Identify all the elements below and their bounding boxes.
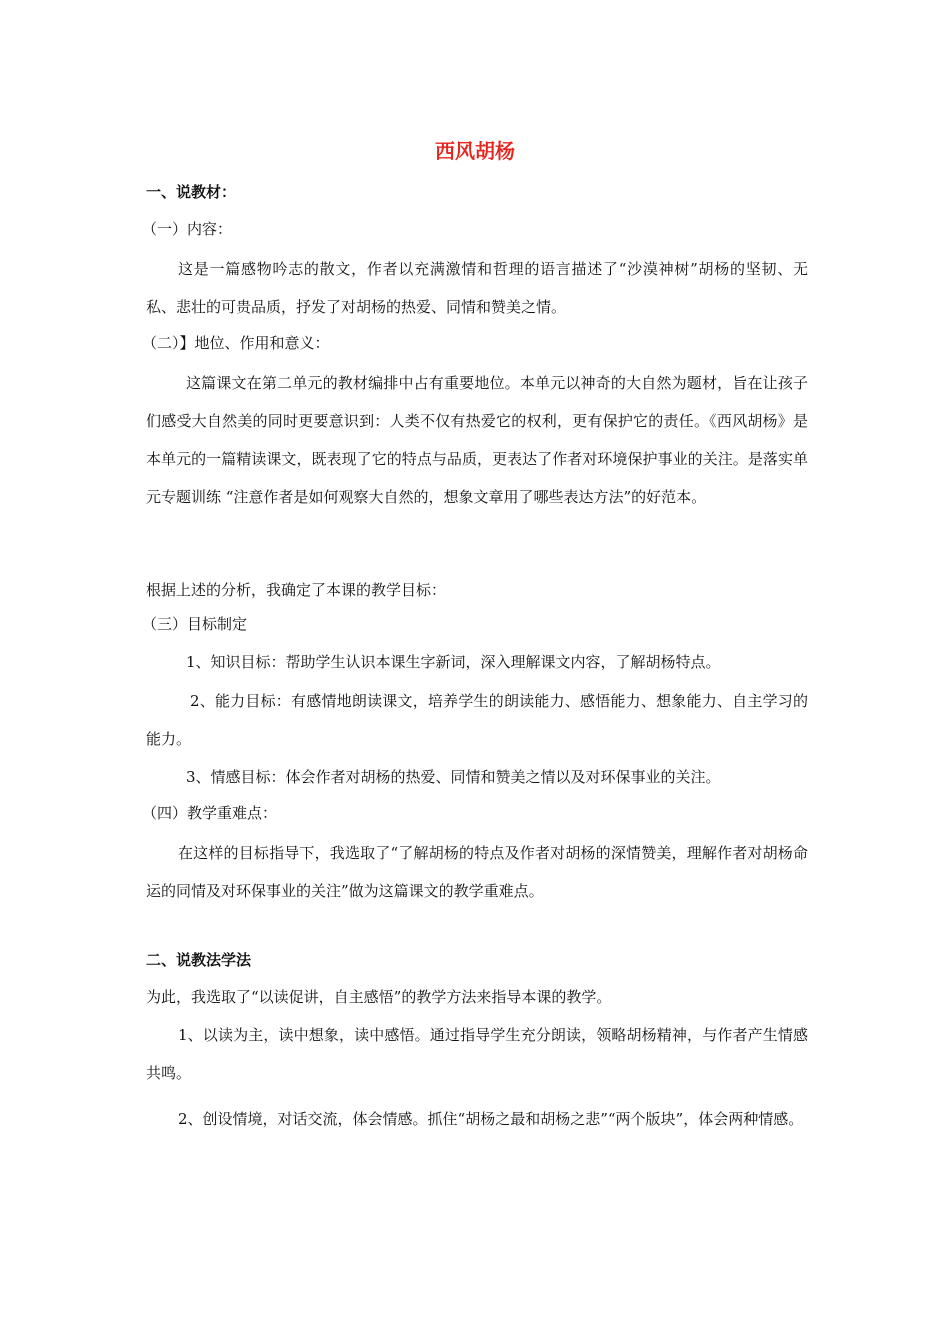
document-title: 西风胡杨 (435, 139, 515, 163)
subheading-position: （二）】地位、作用和意义： (142, 334, 330, 352)
paragraph-key-points: 在这样的目标指导下，我选取了“了解胡杨的特点及作者对胡杨的深情赞美，理解作者对胡杨命运的同情及对环保事业的关注”做为这篇课文的教学重难点。 (146, 844, 808, 900)
paragraph-content: 这是一篇感物吟志的散文，作者以充满激情和哲理的语言描述了“沙漠神树”胡杨的坚韧、无私、悲壮的可贵品质，抒发了对胡杨的热爱、同情和赞美之情。 (146, 260, 808, 316)
paragraph-position: 这篇课文在第二单元的教材编排中占有重要地位。本单元以神奇的大自然为题材，旨在让孩子们感受大自然美的同时更要意识到：人类不仅有热爱它的权利，更有保护它的责任。《西风胡杨》是本单元的一篇精读课文，既表现了它的特点与品质，更表达了作者对环境保护事业的关注。是落实单元专题训练 “注意作者是如何观察大自然的，想象文章用了哪些表达方法”的好范本。 (146, 374, 808, 506)
subheading-content: （一）内容： (142, 220, 233, 238)
subheading-goals: （三）目标制定 (142, 615, 248, 633)
goal-knowledge: 1、知识目标：帮助学生认识本课生字新词，深入理解课文内容，了解胡杨特点。 (186, 653, 721, 671)
goal-emotion: 3、情感目标：体会作者对胡杨的热爱、同情和赞美之情以及对环保事业的关注。 (186, 768, 721, 786)
method-item-situation: 2、创设情境，对话交流，体会情感。抓住“胡杨之最和胡杨之悲”“两个版块”，体会两种情感。 (178, 1110, 804, 1128)
section-heading-textbook: 一、说教材： (146, 183, 237, 201)
goal-ability: 2、能力目标：有感情地朗读课文，培养学生的朗读能力、感悟能力、想象能力、自主学习的能力。 (146, 692, 808, 748)
paragraph-analysis: 根据上述的分析，我确定了本课的教学目标： (146, 581, 447, 599)
paragraph-methods-intro: 为此，我选取了“以读促讲，自主感悟”的教学方法来指导本课的教学。 (146, 988, 612, 1006)
subheading-key-points: （四）教学重难点： (142, 804, 278, 822)
section-heading-methods: 二、说教法学法 (146, 951, 252, 969)
method-item-reading: 1、以读为主，读中想象，读中感悟。通过指导学生充分朗读，领略胡杨精神，与作者产生情感共鸣。 (146, 1026, 808, 1082)
